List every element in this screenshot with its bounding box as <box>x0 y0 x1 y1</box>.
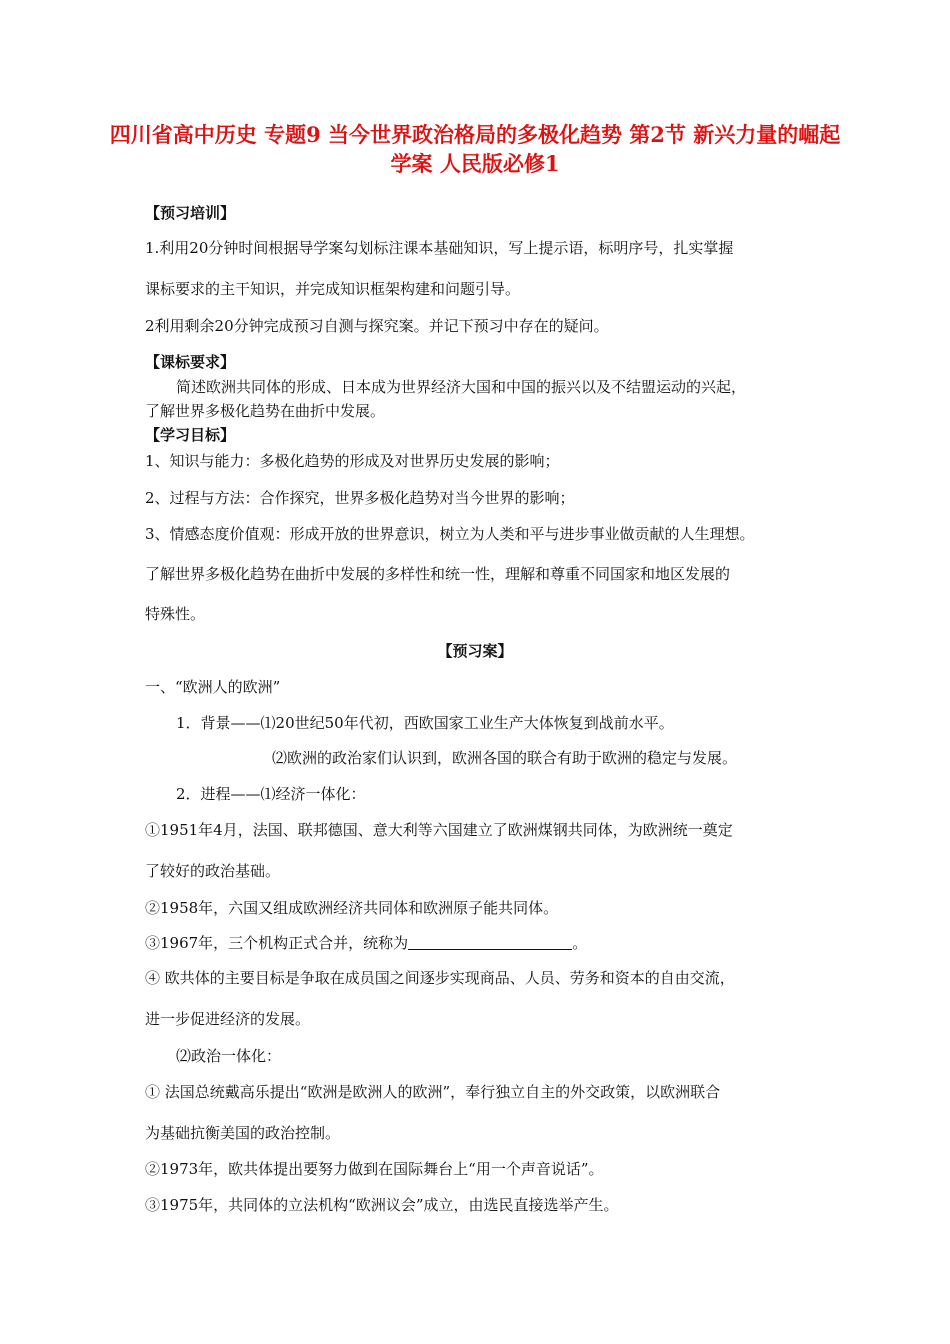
economic-item-4-line-1: ④ 欧共体的主要目标是争取在成员国之间逐步实现商品、人员、劳务和资本的自由交流， <box>145 969 735 987</box>
economic-item-3 <box>145 933 587 953</box>
political-item-1-line-2: 为基础抗衡美国的政治控制。 <box>145 1124 341 1142</box>
document-title: 四川省高中历史 专题9 当今世界政治格局的多极化趋势 第2节 新兴力量的崛起学案 人民版必修1 <box>109 122 841 176</box>
preview-training-item-1-line-1: 1.利用20分钟时间根据导学案勾划标注课本基础知识，写上提示语，标明序号，扎实掌握 <box>145 239 734 257</box>
background-point-2: ⑵欧洲的政治家们认识到，欧洲各国的联合有助于欧洲的稳定与发展。 <box>272 749 738 767</box>
preview-training-item-2: 2利用剩余20分钟完成预习自测与探究案。并记下预习中存在的疑问。 <box>145 317 609 335</box>
preview-training-item-1-line-2: 课标要求的主干知识，并完成知识框架构建和问题引导。 <box>145 280 521 298</box>
economic-item-4-line-2: 进一步促进经济的发展。 <box>145 1010 311 1028</box>
preview-training-heading: 【预习培训】 <box>145 204 236 222</box>
learning-goal-4-line-2: 特殊性。 <box>145 605 206 623</box>
learning-goal-3: 3、情感态度价值观：形成开放的世界意识，树立为人类和平与进步事业做贡献的人生理想。 <box>145 525 755 543</box>
learning-goal-1: 1、知识与能力：多极化趋势的形成及对世界历史发展的影响； <box>145 452 560 470</box>
curriculum-text-line-2: 了解世界多极化趋势在曲折中发展。 <box>145 402 386 420</box>
process-heading: 2．进程——⑴经济一体化： <box>176 785 366 803</box>
political-item-2: ②1973年，欧共体提出要努力做到在国际舞台上“用一个声音说话”。 <box>145 1160 604 1178</box>
preview-case-heading: 【预习案】 <box>437 642 513 660</box>
political-item-3: ③1975年，共同体的立法机构“欧洲议会”成立，由选民直接选举产生。 <box>145 1196 619 1214</box>
learning-goals-heading: 【学习目标】 <box>145 426 236 444</box>
curriculum-heading: 【课标要求】 <box>145 353 236 371</box>
economic-item-3-end: 。 <box>572 934 588 952</box>
economic-item-1-line-2: 了较好的政治基础。 <box>145 862 281 880</box>
economic-item-1-line-1: ①1951年4月，法国、联邦德国、意大利等六国建立了欧洲煤钢共同体，为欧洲统一奠定 <box>145 821 733 839</box>
economic-item-2: ②1958年，六国又组成欧洲经济共同体和欧洲原子能共同体。 <box>145 899 559 917</box>
learning-goal-2: 2、过程与方法：合作探究，世界多极化趋势对当今世界的影响； <box>145 489 575 507</box>
economic-item-3-text: ③1967年，三个机构正式合并，统称为 <box>145 934 409 952</box>
political-item-1-line-1: ① 法国总统戴高乐提出“欧洲是欧洲人的欧洲”，奉行独立自主的外交政策，以欧洲联合 <box>145 1083 721 1101</box>
political-heading: ⑵政治一体化： <box>176 1047 282 1065</box>
curriculum-text-line-1: 简述欧洲共同体的形成、日本成为世界经济大国和中国的振兴以及不结盟运动的兴起， <box>176 378 747 396</box>
fill-in-blank[interactable] <box>408 934 572 950</box>
learning-goal-4-line-1: 了解世界多极化趋势在曲折中发展的多样性和统一性，理解和尊重不同国家和地区发展的 <box>145 565 731 583</box>
background-point-1: 1．背景——⑴20世纪50年代初，西欧国家工业生产大体恢复到战前水平。 <box>176 714 674 732</box>
section-1-title: 一、“欧洲人的欧洲” <box>145 678 281 696</box>
